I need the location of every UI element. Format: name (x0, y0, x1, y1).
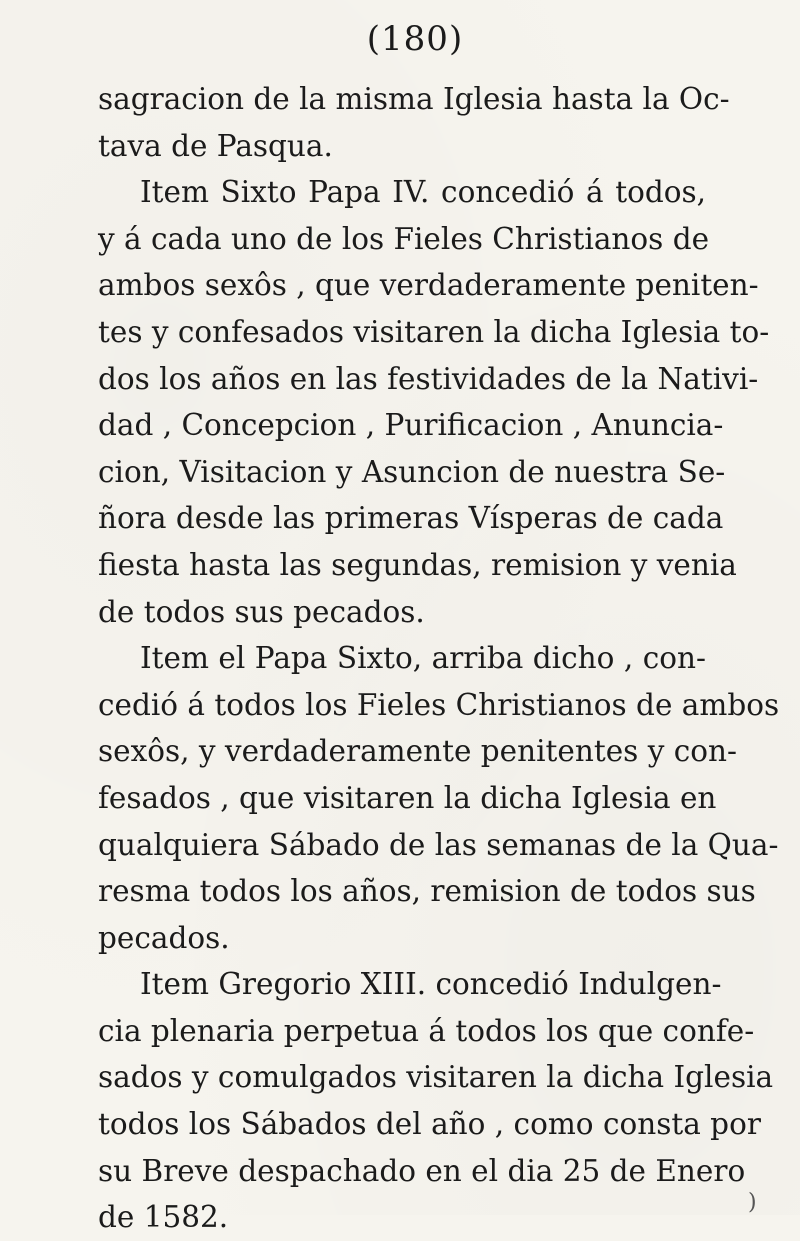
text-line: su Breve despachado en el dia 25 de Enero (98, 1153, 746, 1188)
text-line: qualquiera Sábado de las semanas de la Qua- (98, 827, 779, 862)
text-line: fesados , que visitaren la dicha Iglesia en (98, 780, 717, 815)
text-line: ñora desde las primeras Vísperas de cada (98, 501, 724, 536)
paragraph-start-line: Item Gregorio XIII. concedió Indulgen- (140, 967, 722, 1002)
text-line: cion, Visitacion y Asuncion de nuestra Se- (98, 454, 726, 489)
text-line: sexôs, y verdaderamente penitentes y con- (98, 734, 737, 769)
text-line: dos los años en las festividades de la Nativi- (98, 361, 759, 396)
text-line: fiesta hasta las segundas, remision y venia (98, 547, 737, 582)
text-line: pecados. (98, 920, 230, 955)
text-line: de 1582. (98, 1200, 229, 1235)
text-line: tava de Pasqua. (98, 128, 333, 163)
text-line: dad , Concepcion , Purificacion , Anuncia- (98, 408, 724, 443)
text-line: de todos sus pecados. (98, 594, 425, 629)
text-line: todos los Sábados del año , como consta por (98, 1107, 761, 1142)
text-line: cia plenaria perpetua á todos los que confe- (98, 1013, 755, 1048)
text-line: tes y confesados visitaren la dicha Iglesia to- (98, 314, 770, 349)
body-text (98, 76, 780, 1241)
text-line: sados y comulgados visitaren la dicha Iglesia (98, 1060, 774, 1095)
text-line: cedió á todos los Fieles Christianos de ambos (98, 687, 780, 722)
text-line: y á cada uno de los Fieles Christianos de (98, 221, 710, 256)
stray-mark: ) (748, 1190, 757, 1215)
text-line: sagracion de la misma Iglesia hasta la Oc- (98, 82, 730, 116)
text-line: resma todos los años, remision de todos sus (98, 874, 756, 909)
text-line: ambos sexôs , que verdaderamente peniten- (98, 268, 759, 303)
paragraph-start-line: Item Sixto Papa IV. concedió á todos, (140, 175, 706, 210)
paragraph-start-line: Item el Papa Sixto, arriba dicho , con- (140, 641, 706, 676)
page-number: (180) (366, 19, 464, 59)
